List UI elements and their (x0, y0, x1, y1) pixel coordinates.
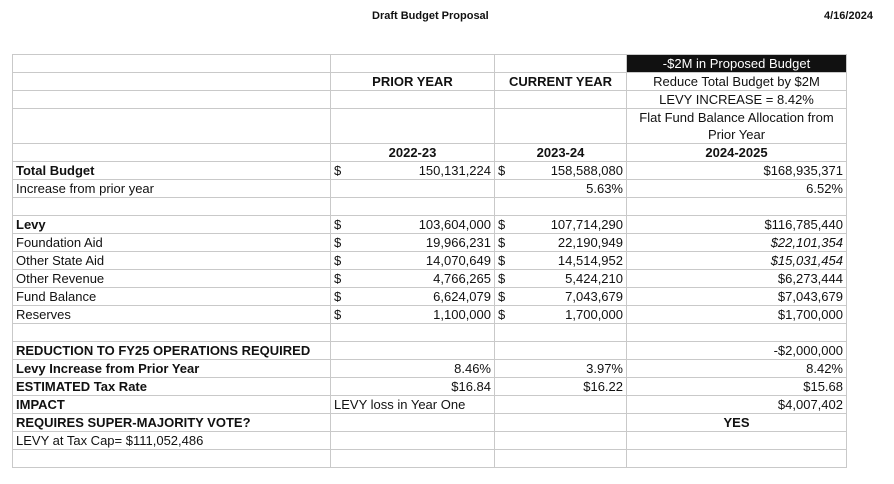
table-row (13, 234, 847, 252)
row-label: Fund Balance (13, 288, 331, 306)
currency-symbol: $ (334, 271, 342, 286)
current-value: 5.63% (495, 180, 627, 198)
current-value: 5,424,210 (565, 271, 623, 286)
current-value: 1,700,000 (565, 307, 623, 322)
proposed-value: YES (627, 414, 847, 432)
table-row (13, 252, 847, 270)
currency-symbol: $ (334, 235, 342, 250)
proposed-value: 6.52% (627, 180, 847, 198)
proposed-value: 8.42% (627, 360, 847, 378)
proposed-value: -$2,000,000 (627, 342, 847, 360)
proposed-value: $15.68 (627, 378, 847, 396)
prior-value: 1,100,000 (433, 307, 491, 322)
table-row (13, 378, 847, 396)
currency-symbol: $ (334, 253, 342, 268)
table-row (13, 91, 847, 109)
current-value: 107,714,290 (550, 217, 623, 232)
currency-symbol: $ (498, 289, 506, 304)
budget-table (12, 54, 847, 468)
proposed-banner: -$2M in Proposed Budget (627, 55, 847, 73)
proposed-value: $116,785,440 (627, 216, 847, 234)
currency-symbol: $ (334, 289, 342, 304)
row-label: Total Budget (13, 162, 331, 180)
proposed-value: $6,273,444 (627, 270, 847, 288)
table-row (13, 216, 847, 234)
table-row (13, 180, 847, 198)
prior-value: 8.46% (331, 360, 495, 378)
prior-year-header: PRIOR YEAR (331, 73, 495, 91)
table-row (13, 270, 847, 288)
currency-symbol: $ (498, 217, 506, 232)
row-label: LEVY at Tax Cap= $111,052,486 (13, 432, 331, 450)
proposed-line-1: Reduce Total Budget by $2M (627, 73, 847, 91)
proposed-value: $1,700,000 (627, 306, 847, 324)
table-row (13, 198, 847, 216)
row-label: Levy Increase from Prior Year (13, 360, 331, 378)
document-title: Draft Budget Proposal (372, 10, 489, 22)
table-row (13, 144, 847, 162)
table-row (13, 324, 847, 342)
currency-symbol: $ (498, 307, 506, 322)
prior-value: $16.84 (331, 378, 495, 396)
row-label: Foundation Aid (13, 234, 331, 252)
table-row (13, 55, 847, 73)
prior-value: 6,624,079 (433, 289, 491, 304)
table-row (13, 162, 847, 180)
table-row (13, 342, 847, 360)
current-value: 14,514,952 (557, 253, 623, 268)
prior-value: 4,766,265 (433, 271, 491, 286)
currency-symbol: $ (334, 307, 342, 322)
proposed-value: $168,935,371 (627, 162, 847, 180)
row-label: REQUIRES SUPER-MAJORITY VOTE? (13, 414, 331, 432)
impact-note: LEVY loss in Year One (331, 396, 495, 414)
currency-symbol: $ (498, 271, 506, 286)
table-row (13, 288, 847, 306)
table-row (13, 73, 847, 91)
currency-symbol: $ (498, 163, 506, 178)
prior-year-label: 2022-23 (331, 144, 495, 162)
current-value: $16.22 (495, 378, 627, 396)
prior-value: 19,966,231 (425, 235, 491, 250)
table-row (13, 432, 847, 450)
current-value: 158,588,080 (550, 163, 623, 178)
table-row (13, 109, 847, 144)
currency-symbol: $ (498, 253, 506, 268)
document-date: 4/16/2024 (824, 10, 873, 22)
row-label: Levy (13, 216, 331, 234)
currency-symbol: $ (334, 163, 342, 178)
row-label: IMPACT (13, 396, 331, 414)
current-value: 22,190,949 (557, 235, 623, 250)
table-row (13, 414, 847, 432)
table-row (13, 306, 847, 324)
proposed-value: $22,101,354 (627, 234, 847, 252)
current-value: 7,043,679 (565, 289, 623, 304)
current-year-header: CURRENT YEAR (495, 73, 627, 91)
table-row (13, 396, 847, 414)
row-label: ESTIMATED Tax Rate (13, 378, 331, 396)
prior-value: 150,131,224 (418, 163, 491, 178)
currency-symbol: $ (334, 217, 342, 232)
row-label: Other State Aid (13, 252, 331, 270)
row-label: Increase from prior year (13, 180, 331, 198)
table-row (13, 450, 847, 468)
proposed-value: $15,031,454 (627, 252, 847, 270)
current-value: 3.97% (495, 360, 627, 378)
row-label: Reserves (13, 306, 331, 324)
prior-value: 14,070,649 (425, 253, 491, 268)
proposed-value: $7,043,679 (627, 288, 847, 306)
current-year-label: 2023-24 (495, 144, 627, 162)
proposed-line-3: Flat Fund Balance Allocation from Prior Year (627, 109, 847, 144)
row-label: Other Revenue (13, 270, 331, 288)
row-label: REDUCTION TO FY25 OPERATIONS REQUIRED (13, 342, 331, 360)
proposed-value: $4,007,402 (627, 396, 847, 414)
proposed-line-2: LEVY INCREASE = 8.42% (627, 91, 847, 109)
prior-value: 103,604,000 (418, 217, 491, 232)
table-row (13, 360, 847, 378)
currency-symbol: $ (498, 235, 506, 250)
proposed-year-label: 2024-2025 (627, 144, 847, 162)
